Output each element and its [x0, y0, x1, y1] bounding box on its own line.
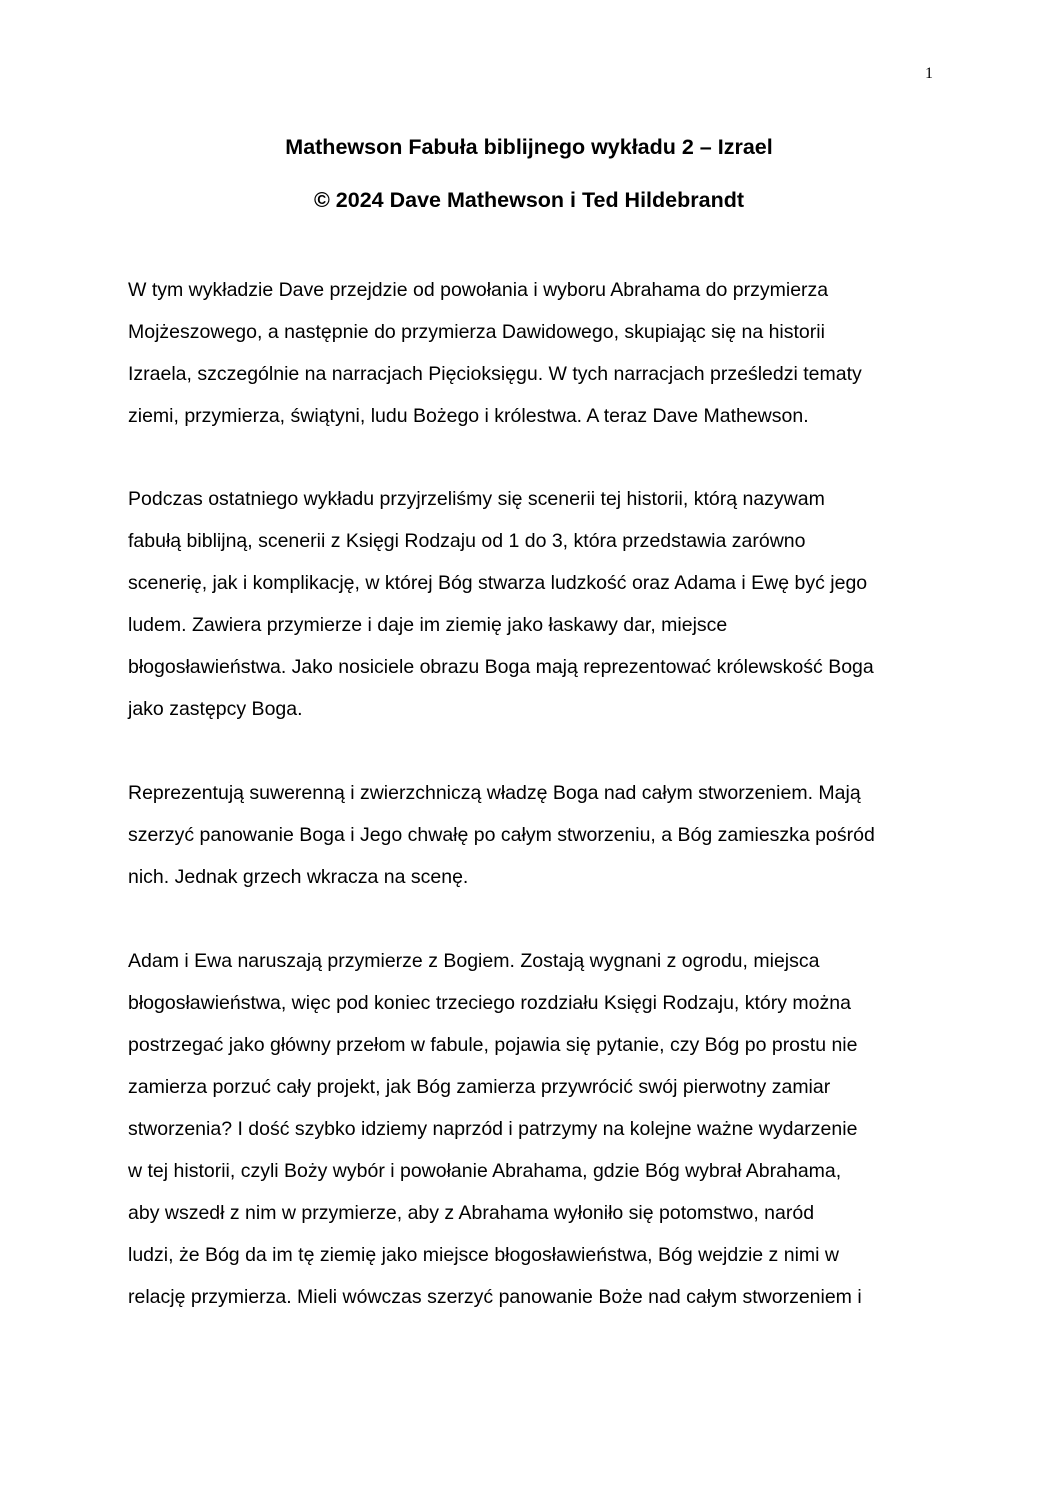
text-line: Reprezentują suwerenną i zwierzchniczą władzę Boga nad całym stworzeniem. Mają [128, 782, 861, 804]
text-line: ludzi, że Bóg da im tę ziemię jako miejsce błogosławieństwa, Bóg wejdzie z nimi w [128, 1244, 839, 1266]
text-line: Adam i Ewa naruszają przymierze z Bogiem. Zostają wygnani z ogrodu, miejsca [128, 950, 820, 972]
text-line: fabułą biblijną, scenerii z Księgi Rodzaju od 1 do 3, która przedstawia zarówno [128, 530, 806, 552]
text-line: zamierza porzuć cały projekt, jak Bóg zamierza przywrócić swój pierwotny zamiar [128, 1076, 831, 1098]
copyright-line: © 2024 Dave Mathewson i Ted Hildebrandt [313, 188, 745, 212]
text-line: w tej historii, czyli Boży wybór i powołanie Abrahama, gdzie Bóg wybrał Abrahama, [128, 1160, 842, 1182]
text-line: Mojżeszowego, a następnie do przymierza Dawidowego, skupiając się na historii [128, 321, 825, 343]
text-line: błogosławieństwa, więc pod koniec trzeciego rozdziału Księgi Rodzaju, który można [128, 992, 851, 1014]
text-line: błogosławieństwa. Jako nosiciele obrazu Boga mają reprezentować królewskość Boga [128, 656, 874, 678]
text-line: W tym wykładzie Dave przejdzie od powołania i wyboru Abrahama do przymierza [128, 279, 829, 301]
text-line: relację przymierza. Mieli wówczas szerzyć panowanie Boże nad całym stworzeniem i [128, 1286, 862, 1308]
text-line: ziemi, przymierza, świątyni, ludu Bożego i królestwa. A teraz Dave Mathewson. [128, 405, 809, 427]
text-line: Podczas ostatniego wykładu przyjrzeliśmy się scenerii tej historii, którą nazywam [128, 488, 825, 510]
text-line: ludem. Zawiera przymierze i daje im ziemię jako łaskawy dar, miejsce [128, 614, 728, 636]
page-number: 1 [925, 65, 933, 82]
text-line: Izraela, szczególnie na narracjach Pięcioksięgu. W tych narracjach prześledzi tematy [128, 363, 862, 385]
text-line: stworzenia? I dość szybko idziemy naprzód i patrzymy na kolejne ważne wydarzenie [128, 1118, 858, 1140]
text-line: postrzegać jako główny przełom w fabule, pojawia się pytanie, czy Bóg po prostu nie [128, 1034, 858, 1056]
text-line: jako zastępcy Boga. [128, 698, 303, 720]
document-title: Mathewson Fabuła biblijnego wykładu 2 – Izrael [285, 135, 773, 159]
text-line: nich. Jednak grzech wkracza na scenę. [128, 866, 469, 888]
text-line: szerzyć panowanie Boga i Jego chwałę po całym stworzeniu, a Bóg zamieszka pośród [128, 824, 875, 846]
text-line: scenerię, jak i komplikację, w której Bóg stwarza ludzkość oraz Adama i Ewę być jego [128, 572, 868, 594]
text-line: aby wszedł z nim w przymierze, aby z Abrahama wyłoniło się potomstwo, naród [128, 1202, 815, 1224]
